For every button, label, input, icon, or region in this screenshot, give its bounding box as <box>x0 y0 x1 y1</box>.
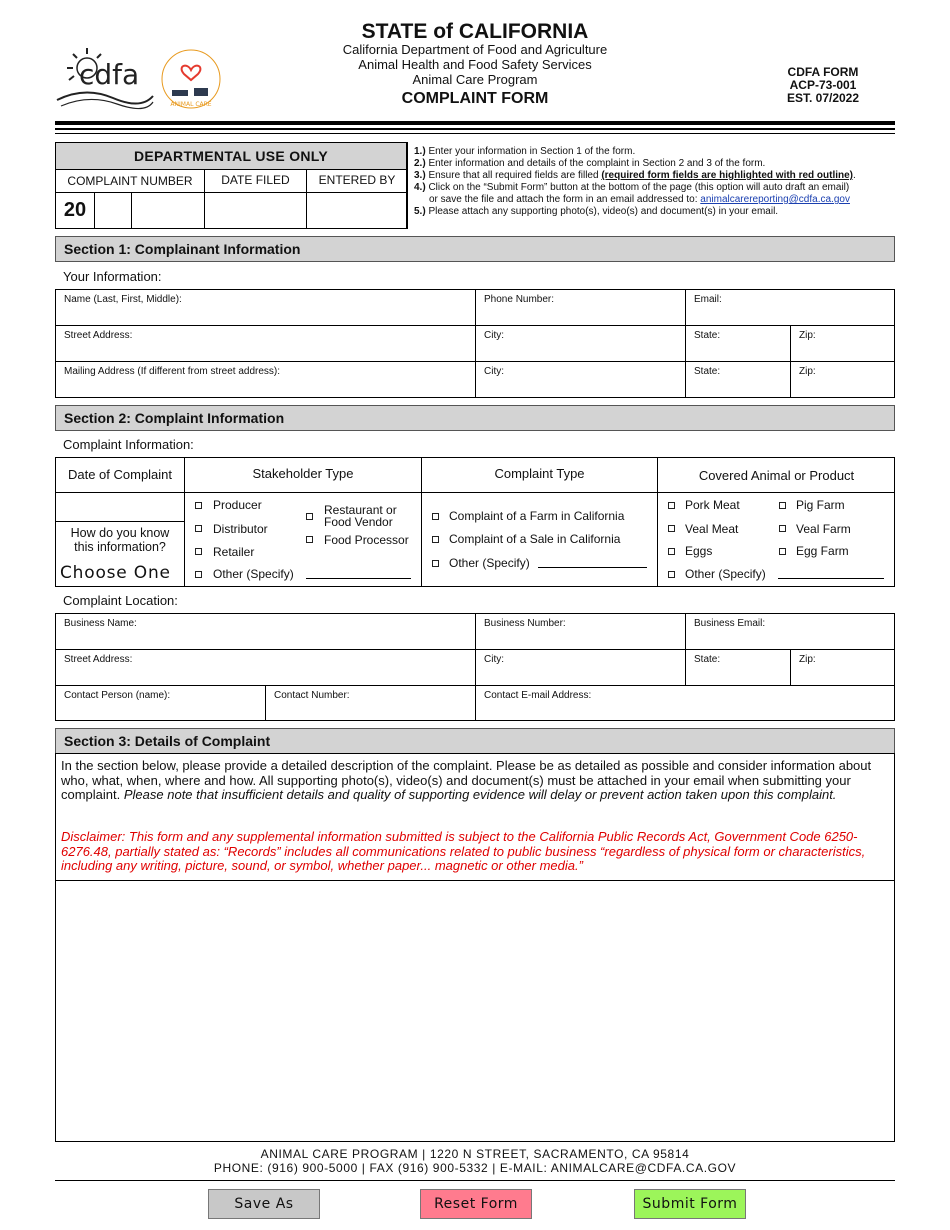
date-filed-field[interactable] <box>205 193 307 228</box>
name-field[interactable] <box>55 289 476 326</box>
complaint-year-prefix: 20 <box>56 193 95 228</box>
section3-instructions-box <box>55 753 895 881</box>
cdfa-logo-text: cdfa <box>79 58 140 91</box>
farm-in-ca-checkbox[interactable] <box>432 513 439 520</box>
email-label: Email: <box>694 294 722 305</box>
instr-5: Please attach any supporting photo(s), video(s) and document(s) in your email. <box>428 206 779 217</box>
section3-header: Section 3: Details of Complaint <box>55 728 895 754</box>
restaurant-label: Restaurant or Food Vendor <box>324 503 397 529</box>
veal-meat-label: Veal Meat <box>685 522 739 536</box>
pork-meat-label: Pork Meat <box>685 498 740 512</box>
mailing-state-label: State: <box>694 366 721 377</box>
business-zip-label: Zip: <box>799 654 816 665</box>
retailer-checkbox[interactable] <box>195 548 202 555</box>
contact-number-label: Contact Number: <box>274 690 350 701</box>
reset-form-button[interactable]: Reset Form <box>420 1189 532 1219</box>
how-know-label: How do you know this information? <box>70 526 170 554</box>
city-label: City: <box>484 330 504 341</box>
reporting-email-link[interactable]: animalcarereporting@cdfa.ca.gov <box>700 194 850 205</box>
footer-rule <box>55 1180 895 1181</box>
instr-4: Click on the “Submit Form” button at the bottom of the page (this option will auto draft an email) <box>428 182 850 193</box>
sale-in-ca-label: Complaint of a Sale in California <box>449 532 621 546</box>
business-name-field[interactable] <box>55 613 476 650</box>
instr-1: Enter your information in Section 1 of the form. <box>428 146 636 157</box>
header-rule-mid <box>55 128 895 130</box>
business-city-label: City: <box>484 654 504 665</box>
form-id-line1: CDFA FORM <box>787 65 859 79</box>
header-rule-thick <box>55 121 895 125</box>
state-label: State: <box>694 330 721 341</box>
date-of-complaint-field[interactable] <box>56 494 184 521</box>
instructions <box>414 146 904 218</box>
contact-email-field[interactable] <box>475 685 895 721</box>
complaint-other-label: Other (Specify) <box>449 556 530 570</box>
form-title: COMPLAINT FORM <box>401 90 549 107</box>
business-number-label: Business Number: <box>484 618 566 629</box>
contact-number-field[interactable] <box>265 685 476 721</box>
stakeholder-other-checkbox[interactable] <box>195 571 202 578</box>
footer-contact: PHONE: (916) 900-5000 | FAX (916) 900-5332 | E-MAIL: ANIMALCARE@CDFA.CA.GOV <box>213 1161 737 1175</box>
section2-header: Section 2: Complaint Information <box>55 405 895 431</box>
entered-by-field[interactable] <box>307 193 407 228</box>
save-as-button[interactable]: Save As <box>208 1189 320 1219</box>
pork-meat-checkbox[interactable] <box>668 502 675 509</box>
instr-num-4: 4.) <box>414 182 426 193</box>
pig-farm-label: Pig Farm <box>796 498 845 512</box>
veal-farm-label: Veal Farm <box>796 522 851 536</box>
egg-farm-label: Egg Farm <box>796 544 849 558</box>
name-label: Name (Last, First, Middle): <box>64 294 182 305</box>
business-email-field[interactable] <box>685 613 895 650</box>
complaint-number-field-a[interactable] <box>95 193 132 228</box>
complaint-details-textarea[interactable] <box>55 880 895 1142</box>
instr-num-2: 2.) <box>414 158 426 169</box>
contact-person-field[interactable] <box>55 685 266 721</box>
distributor-label: Distributor <box>213 522 268 536</box>
street-field[interactable] <box>55 325 476 362</box>
form-id-line2: ACP-73-001 <box>789 78 857 92</box>
phone-label: Phone Number: <box>484 294 555 305</box>
producer-label: Producer <box>213 498 262 512</box>
instr-4-cont: or save the file and attach the form in an email addressed to: <box>429 194 698 205</box>
stakeholder-other-label: Other (Specify) <box>213 567 294 581</box>
mailing-city-field[interactable] <box>475 361 686 398</box>
veal-farm-checkbox[interactable] <box>779 525 786 532</box>
email-field[interactable] <box>685 289 895 326</box>
business-state-field[interactable] <box>685 649 791 686</box>
restaurant-checkbox[interactable] <box>306 513 313 520</box>
stakeholder-type-header: Stakeholder Type <box>252 466 354 481</box>
food-processor-checkbox[interactable] <box>306 536 313 543</box>
dept-name: California Department of Food and Agriculture <box>342 42 608 57</box>
veal-meat-checkbox[interactable] <box>668 525 675 532</box>
business-name-label: Business Name: <box>64 618 137 629</box>
business-state-label: State: <box>694 654 721 665</box>
date-filed-header: DATE FILED <box>205 169 307 193</box>
section3-paragraph: In the section below, please provide a detailed description of the complaint. Please be as detailed as possible and consider information about who, what, when, where and how. All supporting photo(s), video(s) and document(s) must be attached in your email when submitting your complaint. <box>61 758 872 802</box>
business-email-label: Business Email: <box>694 618 766 629</box>
animal-other-label: Other (Specify) <box>685 567 766 581</box>
eggs-checkbox[interactable] <box>668 548 675 555</box>
distributor-checkbox[interactable] <box>195 525 202 532</box>
instr-3-emphasis: (required form fields are highlighted with red outline) <box>601 170 854 181</box>
complaint-type-header: Complaint Type <box>494 466 585 481</box>
svg-text:ANIMAL CARE: ANIMAL CARE <box>170 101 212 108</box>
source-dropdown[interactable]: Choose One <box>60 563 171 583</box>
mailing-state-field[interactable] <box>685 361 791 398</box>
instr-num-3: 3.) <box>414 170 426 181</box>
form-id <box>768 66 878 105</box>
section1-header: Section 1: Complainant Information <box>55 236 895 262</box>
business-street-label: Street Address: <box>64 654 133 665</box>
section1-subtitle: Your Information: <box>63 269 162 284</box>
footer-address: ANIMAL CARE PROGRAM | 1220 N STREET, SACRAMENTO, CA 95814 <box>260 1147 690 1161</box>
mailing-zip-field[interactable] <box>790 361 895 398</box>
business-zip-field[interactable] <box>790 649 895 686</box>
entered-by-header: ENTERED BY <box>307 169 407 193</box>
eggs-label: Eggs <box>685 544 713 558</box>
instr-num-1: 1.) <box>414 146 426 157</box>
city-field[interactable] <box>475 325 686 362</box>
division-name: Animal Health and Food Safety Services <box>358 57 592 72</box>
sale-in-ca-checkbox[interactable] <box>432 536 439 543</box>
section3-instructions <box>61 759 881 803</box>
animal-other-checkbox[interactable] <box>668 571 675 578</box>
section3-paragraph-italic: Please note that insufficient details and quality of supporting evidence will delay or prevent action taken upon this complaint. <box>123 787 837 802</box>
instr-3: Ensure that all required fields are filled <box>428 170 602 181</box>
submit-form-button[interactable]: Submit Form <box>634 1189 746 1219</box>
business-number-field[interactable] <box>475 613 686 650</box>
departmental-use-title: DEPARTMENTAL USE ONLY <box>56 143 406 170</box>
stakeholder-other-field[interactable] <box>306 578 411 579</box>
farm-in-ca-label: Complaint of a Farm in California <box>449 509 625 523</box>
zip-field[interactable] <box>790 325 895 362</box>
contact-person-label: Contact Person (name): <box>64 690 171 701</box>
instr-num-5: 5.) <box>414 206 426 217</box>
location-subtitle: Complaint Location: <box>63 593 178 608</box>
divider <box>55 521 185 522</box>
disclaimer: Disclaimer: This form and any supplemental information submitted is subject to the California Public Records Act, Government Code 6250-6276.48, partially stated as: “Records” includes all communications related to public business “regardless of physical form or characteristics, including any writing, picture, sound, or symbol, whether paper... magnetic or other media.” <box>61 829 866 873</box>
street-label: Street Address: <box>64 330 133 341</box>
program-name: Animal Care Program <box>412 72 538 87</box>
divider <box>55 492 895 493</box>
form-id-line3: EST. 07/2022 <box>786 91 860 105</box>
complaint-other-checkbox[interactable] <box>432 560 439 567</box>
complaint-other-field[interactable] <box>538 567 647 568</box>
complaint-number-header: COMPLAINT NUMBER <box>56 169 205 193</box>
state-title: STATE of CALIFORNIA <box>361 20 589 43</box>
covered-animal-header: Covered Animal or Product <box>698 468 855 483</box>
egg-farm-checkbox[interactable] <box>779 548 786 555</box>
producer-checkbox[interactable] <box>195 502 202 509</box>
complaint-number-field-b[interactable] <box>132 193 205 228</box>
state-field[interactable] <box>685 325 791 362</box>
mailing-address-field[interactable] <box>55 361 476 398</box>
section2-subtitle: Complaint Information: <box>63 437 194 452</box>
food-processor-label: Food Processor <box>324 533 409 547</box>
business-city-field[interactable] <box>475 649 686 686</box>
mailing-label: Mailing Address (If different from street address): <box>64 366 281 377</box>
departmental-use-table <box>55 142 408 229</box>
header-rule-thin <box>55 133 895 134</box>
instr-3-end: . <box>853 170 856 181</box>
instr-2: Enter information and details of the complaint in Section 2 and 3 of the form. <box>428 158 766 169</box>
zip-label: Zip: <box>799 330 816 341</box>
phone-field[interactable] <box>475 289 686 326</box>
mailing-zip-label: Zip: <box>799 366 816 377</box>
contact-email-label: Contact E-mail Address: <box>484 690 592 701</box>
mailing-city-label: City: <box>484 366 504 377</box>
animal-other-field[interactable] <box>778 578 884 579</box>
business-street-field[interactable] <box>55 649 476 686</box>
pig-farm-checkbox[interactable] <box>779 502 786 509</box>
date-of-complaint-header: Date of Complaint <box>67 467 173 482</box>
retailer-label: Retailer <box>213 545 255 559</box>
